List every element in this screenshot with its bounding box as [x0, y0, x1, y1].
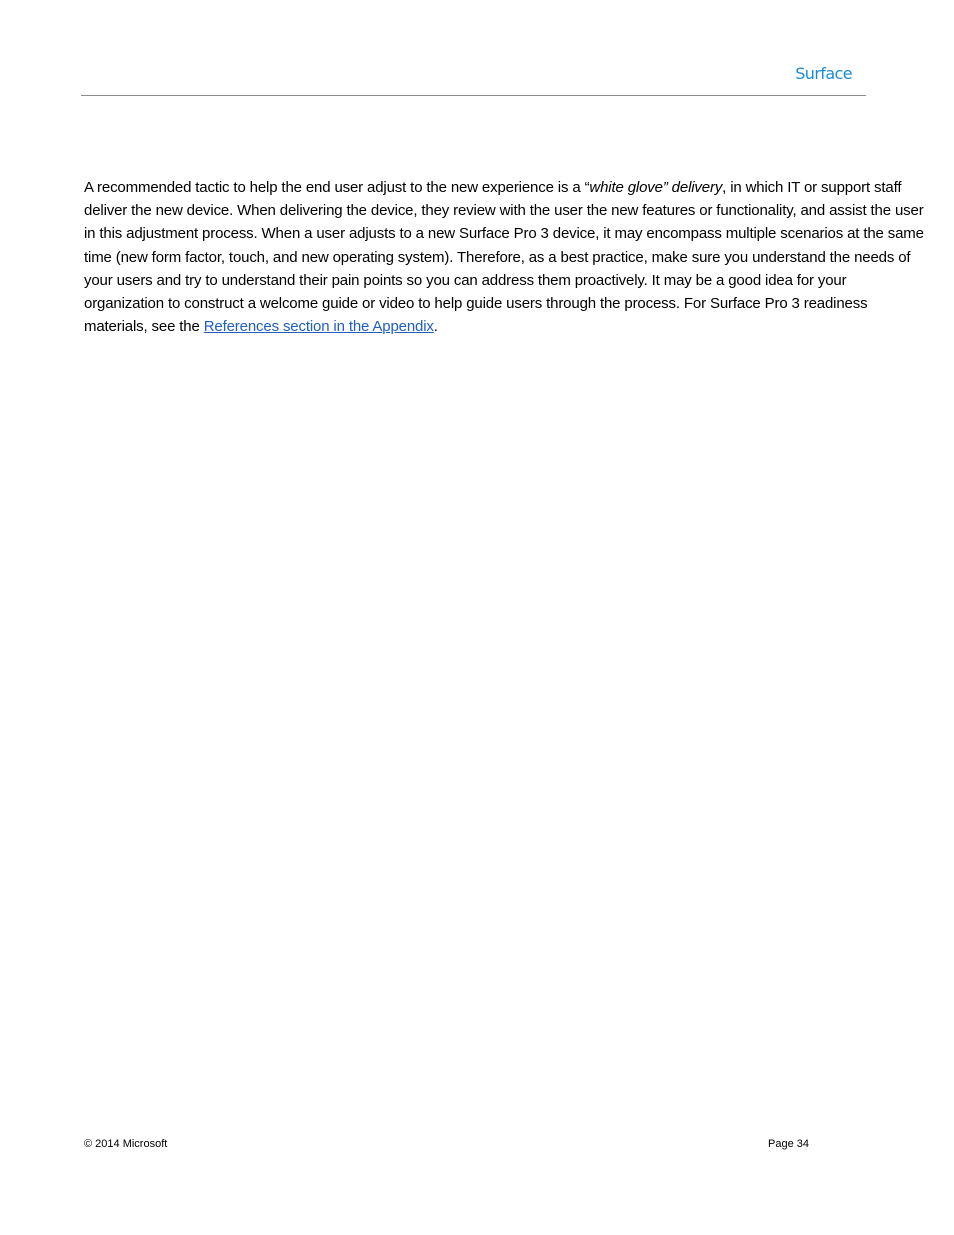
paragraph-text-middle: , in which IT or support staff deliver the new device. When delivering the device, they review with the user the new features or functionality, and assist the user in this adjustment process. When a user adjusts to a new Surface Pro 3 device, it may encompass multiple scenarios at the same time (new form factor, touch, and new operating system). Therefore, as a best practice, make sure you understand the needs of your users and try to understand their pain points so you can address them proactively. It may be a good idea for your organization to construct a welcome guide or video to help guide users through the process. For Surface Pro 3 readiness materials, see the [84, 179, 924, 336]
footer-page-number: Page 34 [768, 1138, 809, 1150]
appendix-references-link[interactable]: References section in the Appendix [203, 318, 434, 336]
paragraph-text-end: . [433, 318, 438, 336]
document-body [84, 176, 924, 338]
footer-copyright: © 2014 Microsoft [84, 1138, 168, 1150]
body-paragraph [84, 176, 924, 338]
header-divider [81, 95, 866, 96]
paragraph-text-start: A recommended tactic to help the end user adjust to the new experience is a “ [84, 179, 590, 196]
paragraph-emphasis: white glove” delivery [589, 179, 723, 196]
surface-brand-logo: Surface [795, 64, 852, 83]
